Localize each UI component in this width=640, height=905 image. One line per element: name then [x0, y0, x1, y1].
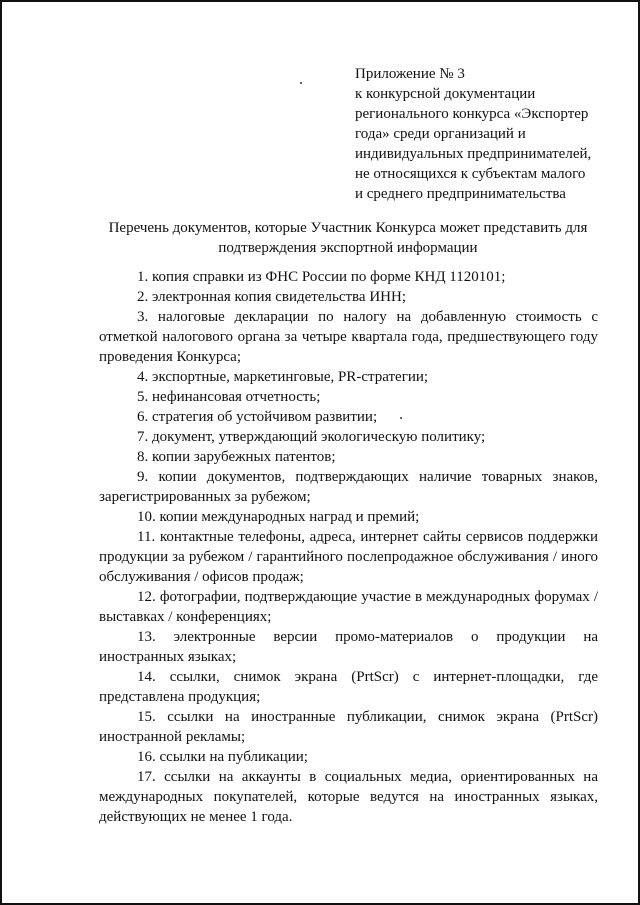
- item-line: представлена продукция;: [99, 689, 261, 705]
- appendix-line: индивидуальных предпринимателей,: [355, 146, 592, 162]
- list-item: [99, 507, 598, 527]
- list-item: [99, 707, 598, 747]
- appendix-line: регионального конкурса «Экспортер: [355, 106, 589, 122]
- item-line: 4. экспортные, маркетинговые, PR-стратегии;: [137, 369, 429, 385]
- appendix-header: [355, 64, 605, 204]
- item-line: зарегистрированных за рубежом;: [99, 489, 311, 505]
- appendix-line: года» среди организаций и: [355, 126, 526, 142]
- item-line: 6. стратегия об устойчивом развитии;: [137, 409, 378, 425]
- document-list: [99, 267, 598, 827]
- list-item: [99, 287, 598, 307]
- list-item: [99, 427, 598, 447]
- item-line: продукции за рубежом / гарантийного послепродажное обслуживания / иного: [99, 549, 598, 565]
- list-item: [99, 407, 598, 427]
- item-line: 5. нефинансовая отчетность;: [137, 389, 321, 405]
- list-item: [99, 627, 598, 667]
- list-item: [99, 667, 598, 707]
- appendix-line: Приложение № 3: [355, 66, 465, 82]
- item-line: выставках / конференциях;: [99, 609, 272, 625]
- title-line: Перечень документов, которые Участник Конкурса может представить для: [108, 220, 588, 236]
- list-item: [99, 747, 598, 767]
- item-line: 13. электронные версии промо-материалов о продукции на: [137, 629, 598, 645]
- item-line: 17. ссылки на аккаунты в социальных медиа, ориентированных на: [137, 769, 598, 785]
- scan-speck: [400, 417, 402, 419]
- appendix-line: и среднего предпринимательства: [355, 186, 566, 202]
- item-line: иностранных языках;: [99, 649, 237, 665]
- appendix-line: не относящихся к субъектам малого: [355, 166, 586, 182]
- document-title: [98, 218, 598, 258]
- item-line: отметкой налогового органа за четыре квартала года, предшествующего году: [99, 329, 598, 345]
- item-line: 7. документ, утверждающий экологическую политику;: [137, 429, 486, 445]
- list-item: [99, 267, 598, 287]
- item-line: международных покупателей, которые ведутся на иностранных языках,: [99, 789, 598, 805]
- item-line: 10. копии международных наград и премий;: [137, 509, 420, 525]
- item-line: проведения Конкурса;: [99, 349, 242, 365]
- item-line: 8. копии зарубежных патентов;: [137, 449, 336, 465]
- list-item: [99, 367, 598, 387]
- title-line: подтверждения экспортной информации: [218, 240, 478, 256]
- scan-speck: [300, 82, 302, 84]
- list-item: [99, 767, 598, 827]
- list-item: [99, 527, 598, 587]
- item-line: 16. ссылки на публикации;: [137, 749, 308, 765]
- list-item: [99, 447, 598, 467]
- item-line: 2. электронная копия свидетельства ИНН;: [137, 289, 406, 305]
- list-item: [99, 587, 598, 627]
- appendix-line: к конкурсной документации: [355, 86, 536, 102]
- item-line: 12. фотографии, подтверждающие участие в международных форумах /: [137, 589, 598, 605]
- item-line: 11. контактные телефоны, адреса, интернет сайты сервисов поддержки: [137, 529, 598, 545]
- item-line: 15. ссылки на иностранные публикации, снимок экрана (PrtScr): [137, 709, 598, 725]
- list-item: [99, 307, 598, 367]
- item-line: 3. налоговые декларации по налогу на добавленную стоимость с: [137, 309, 598, 325]
- list-item: [99, 387, 598, 407]
- list-item: [99, 467, 598, 507]
- item-line: действующих не менее 1 года.: [99, 809, 293, 825]
- item-line: обслуживания / офисов продаж;: [99, 569, 304, 585]
- item-line: 1. копия справки из ФНС России по форме КНД 1120101;: [137, 269, 506, 285]
- item-line: 9. копии документов, подтверждающих наличие товарных знаков,: [137, 469, 598, 485]
- item-line: 14. ссылки, снимок экрана (PrtScr) с интернет-площадки, где: [137, 669, 598, 685]
- item-line: иностранной рекламы;: [99, 729, 246, 745]
